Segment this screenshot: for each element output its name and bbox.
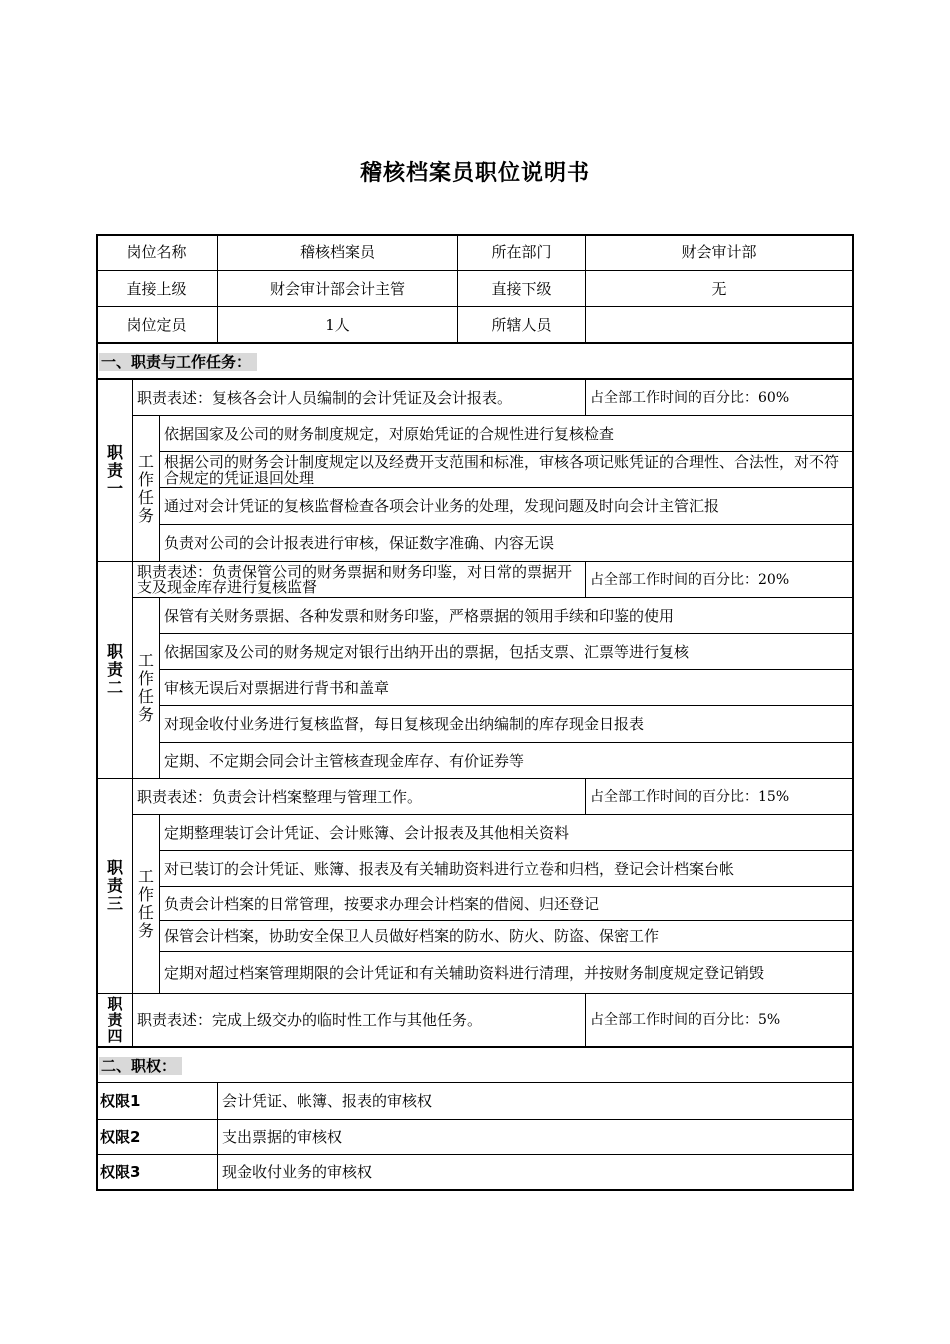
duty-1-percent: 占全部工作时间的百分比：60% bbox=[590, 389, 790, 406]
duty-1-label: 职 责 一 bbox=[106, 442, 123, 498]
duty-1-task: 根据公司的财务会计制度规定以及经费开支范围和标准，审核各项记账凭证的合理性、合法性，对不符合规定的凭证退回处理 bbox=[164, 452, 840, 487]
duty-3-task: 负责会计档案的日常管理，按要求办理会计档案的借阅、归还登记 bbox=[164, 894, 600, 913]
label-headcount: 岗位定员 bbox=[126, 315, 187, 334]
duty-1-task: 负责对公司的会计报表进行审核，保证数字准确、内容无误 bbox=[164, 534, 555, 552]
authority-2-label: 权限2 bbox=[100, 1128, 141, 1146]
duty-3-statement: 职责表述：负责会计档案整理与管理工作。 bbox=[137, 787, 423, 806]
value-subordinates bbox=[586, 307, 852, 342]
authority-3-label: 权限3 bbox=[100, 1163, 141, 1181]
duty-2-percent: 占全部工作时间的百分比：20% bbox=[590, 571, 790, 588]
duty-3-percent: 占全部工作时间的百分比：15% bbox=[590, 788, 790, 805]
duty-2-statement: 职责表述：负责保管公司的财务票据和财务印鉴，对日常的票据开支及现金库存进行复核监督 bbox=[137, 562, 573, 596]
duty-3-task: 保管会计档案，协助安全保卫人员做好档案的防水、防火、防盗、保密工作 bbox=[164, 927, 660, 945]
authority-3-text: 现金收付业务的审核权 bbox=[222, 1163, 373, 1181]
duty-3-task: 对已装订的会计凭证、账簿、报表及有关辅助资料进行立卷和归档，登记会计档案台帐 bbox=[164, 859, 735, 878]
duty-4-label: 职 责 四 bbox=[107, 995, 123, 1045]
duty-1-task-label: 工 作 任 务 bbox=[138, 451, 155, 525]
duty-2-task-label: 工 作 任 务 bbox=[138, 651, 155, 724]
duty-3-label: 职 责 三 bbox=[106, 858, 123, 913]
label-subordinates: 所辖人员 bbox=[491, 315, 552, 334]
authority-2-text: 支出票据的审核权 bbox=[222, 1128, 343, 1146]
job-description-table bbox=[96, 234, 854, 1191]
label-position-name: 岗位名称 bbox=[126, 243, 187, 261]
authority-1-label: 权限1 bbox=[100, 1092, 141, 1110]
duty-2-task: 审核无误后对票据进行背书和盖章 bbox=[164, 678, 390, 697]
duty-2-task: 保管有关财务票据、各种发票和财务印鉴，严格票据的领用手续和印鉴的使用 bbox=[164, 606, 675, 625]
duty-1-task: 依据国家及公司的财务制度规定，对原始凭证的合规性进行复核检查 bbox=[164, 424, 615, 443]
value-position-name: 稽核档案员 bbox=[299, 243, 375, 261]
value-headcount: 1人 bbox=[325, 315, 350, 334]
value-department: 财会审计部 bbox=[681, 243, 757, 261]
duty-2-task: 定期、不定期会同会计主管核查现金库存、有价证券等 bbox=[164, 751, 525, 770]
label-department: 所在部门 bbox=[491, 243, 552, 261]
duty-1-task: 通过对会计凭证的复核监督检查各项会计业务的处理，发现问题及时向会计主管汇报 bbox=[164, 497, 720, 515]
duty-3-task-label: 工 作 任 务 bbox=[138, 867, 155, 940]
section-duties-heading: 一、职责与工作任务： bbox=[99, 353, 257, 371]
duty-2-task: 对现金收付业务进行复核监督，每日复核现金出纳编制的库存现金日报表 bbox=[164, 715, 645, 733]
value-direct-superior: 财会审计部会计主管 bbox=[269, 279, 405, 298]
authority-1-text: 会计凭证、帐簿、报表的审核权 bbox=[222, 1092, 433, 1110]
value-direct-subordinate: 无 bbox=[711, 279, 727, 298]
duty-2-label: 职 责 二 bbox=[106, 642, 123, 697]
label-direct-superior: 直接上级 bbox=[126, 279, 187, 298]
duty-1-statement: 职责表述：复核各会计人员编制的会计凭证及会计报表。 bbox=[137, 388, 513, 407]
page-title: 稽核档案员职位说明书 bbox=[359, 161, 590, 186]
label-direct-subordinate: 直接下级 bbox=[491, 279, 552, 298]
duty-3-task: 定期对超过档案管理期限的会计凭证和有关辅助资料进行清理，并按财务制度规定登记销毁 bbox=[164, 963, 765, 982]
section-authority-heading: 二、职权： bbox=[99, 1057, 182, 1075]
duty-3-task: 定期整理装订会计凭证、会计账簿、会计报表及其他相关资料 bbox=[164, 823, 570, 842]
duty-2-task: 依据国家及公司的财务规定对银行出纳开出的票据，包括支票、汇票等进行复核 bbox=[164, 642, 690, 661]
duty-4-percent: 占全部工作时间的百分比：5% bbox=[590, 1012, 781, 1028]
duty-4-statement: 职责表述：完成上级交办的临时性工作与其他任务。 bbox=[137, 1011, 483, 1029]
